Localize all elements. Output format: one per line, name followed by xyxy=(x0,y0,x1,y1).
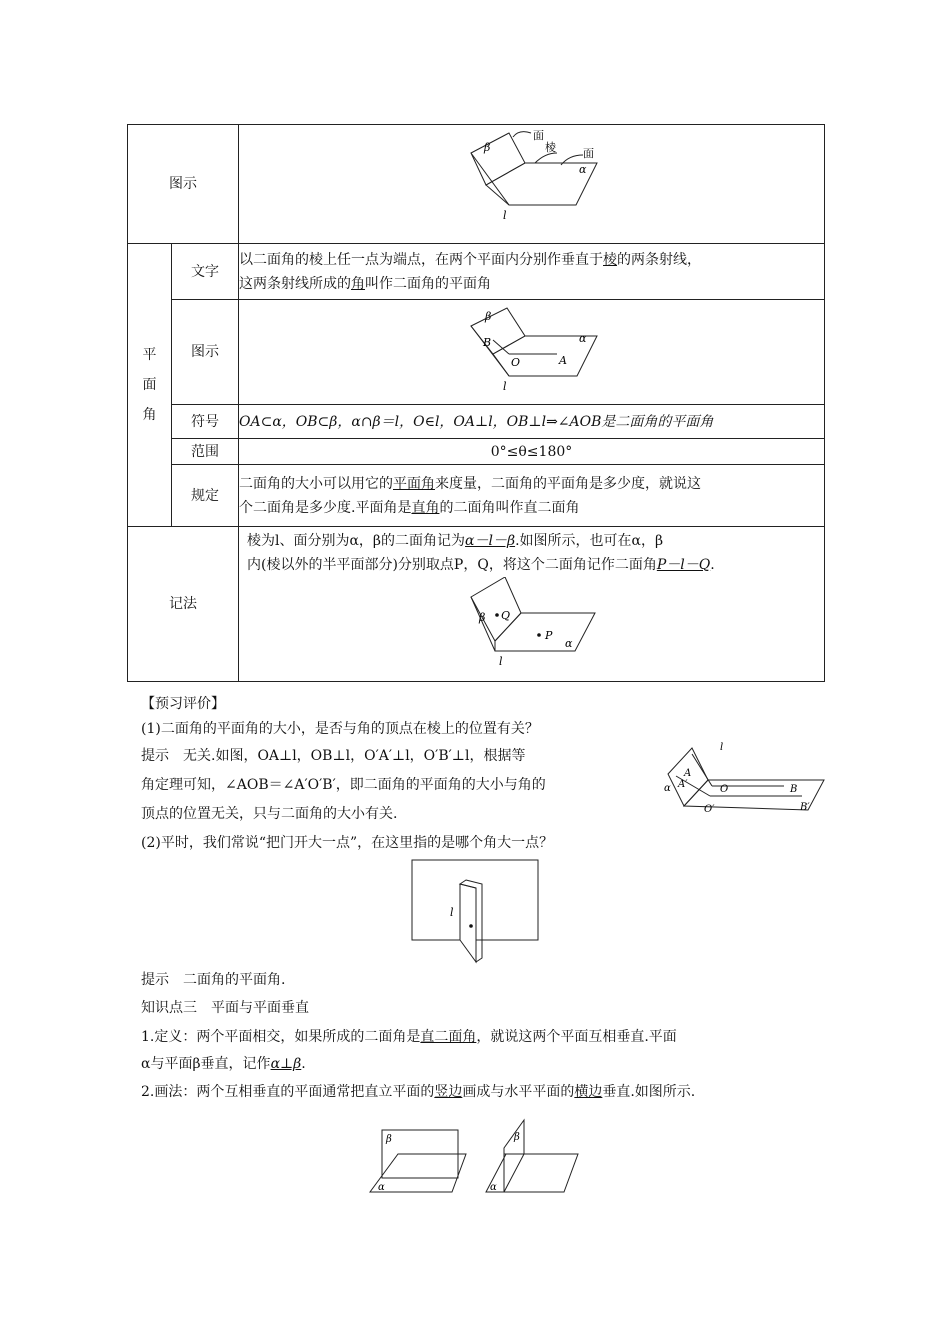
svg-text:B′: B′ xyxy=(800,802,810,813)
svg-text:β: β xyxy=(485,310,492,323)
dihedral-angle-table xyxy=(127,124,825,682)
row-label-diagram: 图示 xyxy=(128,125,239,244)
svg-text:A′: A′ xyxy=(678,779,688,790)
row-label-symbol: 符号 xyxy=(172,405,239,439)
row-label-plane-angle: 平面角 xyxy=(128,244,172,527)
svg-text:O′: O′ xyxy=(704,804,715,815)
plane-angle-figure-cell xyxy=(239,300,825,405)
answer-1-line-3: 顶点的位置无关，只与二面角的大小有关. xyxy=(141,806,398,822)
svg-text:B: B xyxy=(483,336,492,349)
knowledge-point-3: 知识点三 平面与平面垂直 xyxy=(141,1000,309,1016)
svg-text:β: β xyxy=(514,1132,520,1143)
answer-1-line-1: 提示 无关.如图，OA⊥l，OB⊥l，O′A′⊥l，O′B′⊥l，根据等 xyxy=(141,748,526,764)
row-label-text: 文字 xyxy=(172,244,239,300)
dihedral-angle-figure xyxy=(239,125,825,235)
svg-text:α: α xyxy=(565,637,573,650)
notation-content: 棱为l、面分别为α，β的二面角记为α－l－β.如图所示，也可在α，β 内(棱以外的半平面部分)分别取点P，Q，将这个二面角记作二面角P－l－Q. β Q P α l xyxy=(239,527,825,682)
question-2: (2)平时，我们常说“把门开大一点”，在这里指的是哪个角大一点？ xyxy=(141,835,554,851)
svg-text:α: α xyxy=(579,163,587,176)
svg-text:β: β xyxy=(484,141,491,154)
svg-text:α: α xyxy=(378,1182,385,1193)
diagram-cell-dihedral xyxy=(239,125,825,244)
svg-text:β: β xyxy=(479,611,486,624)
svg-text:α: α xyxy=(664,783,671,794)
svg-text:A: A xyxy=(684,768,692,779)
svg-text:l: l xyxy=(450,906,454,919)
definition-line-1: 1.定义：两个平面相交，如果所成的二面角是直二面角，就说这两个平面互相垂直.平面 xyxy=(141,1029,677,1045)
svg-text:面: 面 xyxy=(533,129,544,142)
notation-figure xyxy=(239,577,825,673)
perpendicular-planes-figure xyxy=(368,1118,592,1198)
svg-text:P: P xyxy=(545,629,553,642)
answer-1-line-2: 角定理可知，∠AOB＝∠A′O′B′，即二面角的平面角的大小与角的 xyxy=(141,777,546,793)
range-content: 0°≤θ≤180° xyxy=(239,439,825,465)
row-label-figure: 图示 xyxy=(172,300,239,405)
svg-text:棱: 棱 xyxy=(545,141,556,154)
svg-text:α: α xyxy=(490,1182,497,1193)
svg-text:l: l xyxy=(720,742,724,753)
definition-text: 以二面角的棱上任一点为端点，在两个平面内分别作垂直于棱的两条射线， 这两条射线所成的角叫作二面角的平面角 xyxy=(239,244,825,300)
svg-text:面: 面 xyxy=(583,147,594,160)
plane-angle-figure xyxy=(239,300,825,396)
svg-text:α: α xyxy=(579,332,587,345)
svg-text:l: l xyxy=(499,655,503,668)
review-title: 【预习评价】 xyxy=(141,696,225,712)
svg-text:Q: Q xyxy=(501,609,511,622)
row-label-notation: 记法 xyxy=(128,527,239,682)
row-label-rule: 规定 xyxy=(172,465,239,527)
question-1: (1)二面角的平面角的大小，是否与角的顶点在棱上的位置有关？ xyxy=(141,721,539,737)
drawing-method: 2.画法：两个互相垂直的平面通常把直立平面的竖边画成与水平平面的横边垂直.如图所示. xyxy=(141,1084,696,1100)
parallel-angles-figure xyxy=(662,742,832,824)
svg-text:B: B xyxy=(790,784,798,795)
svg-text:l: l xyxy=(503,209,507,222)
svg-text:A: A xyxy=(559,354,567,367)
symbol-content: OA⊂α，OB⊂β，α∩β＝l，O∈l，OA⊥l，OB⊥l⇒∠AOB是二面角的平面角 xyxy=(239,405,825,439)
svg-text:β: β xyxy=(386,1134,392,1145)
rule-content: 二面角的大小可以用它的平面角来度量，二面角的平面角是多少度，就说这 个二面角是多少度.平面角是直角的二面角叫作直二面角 xyxy=(239,465,825,527)
svg-text:O: O xyxy=(720,784,729,795)
definition-line-2: α与平面β垂直，记作α⊥β. xyxy=(141,1056,306,1072)
svg-text:l: l xyxy=(503,380,507,393)
row-label-range: 范围 xyxy=(172,439,239,465)
door-figure xyxy=(410,858,540,964)
svg-text:O: O xyxy=(511,356,521,369)
answer-2: 提示 二面角的平面角. xyxy=(141,972,286,988)
